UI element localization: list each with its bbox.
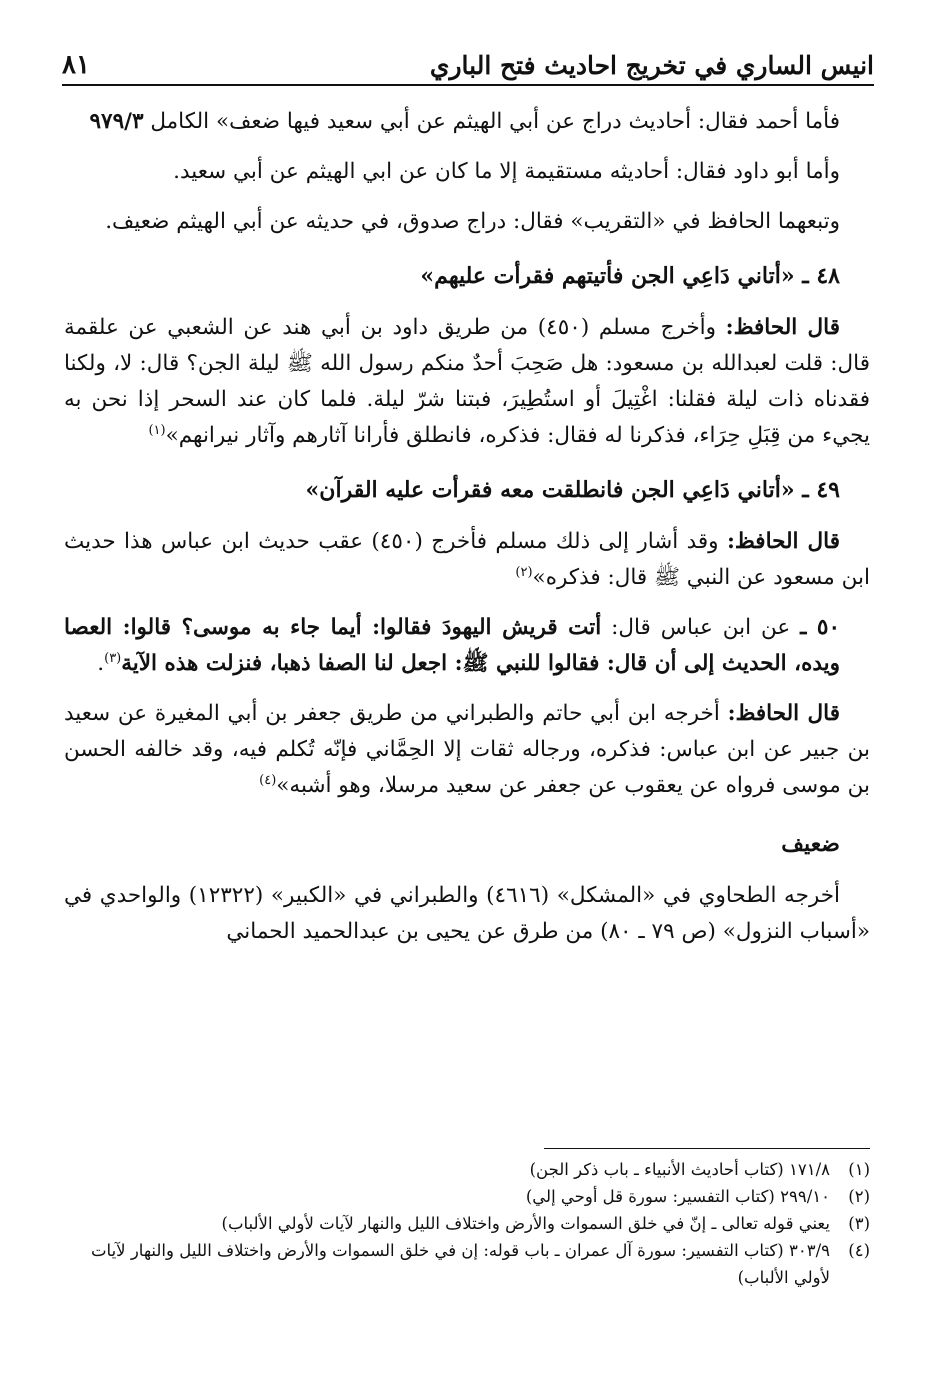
footnote-text: ٢٩٩/١٠ (كتاب التفسير: سورة قل أوحي إلي) bbox=[525, 1187, 830, 1206]
paragraph-ahmad-ref: ٩٧٩/٣ bbox=[89, 109, 144, 134]
hafiz-text-50: أخرجه ابن أبي حاتم والطبراني من طريق جعفر بن أبي المغيرة عن سعيد بن جبير عن ابن عباس: فذكره، ورجاله ثقات إلا الحِمَّاني فإنّه تُكلم فيه، وقد خالفه الحسن بن موسى فرواه عن يعقوب عن جعفر عن سعيد مرسلا، وهو أشبه» bbox=[64, 701, 870, 798]
hadith-heading-49: ٤٩ ـ «أتاني دَاعِي الجن فانطلقت معه فقرأت عليه القرآن» bbox=[305, 477, 840, 503]
grade-heading: ضعيف bbox=[781, 831, 840, 857]
main-text bbox=[64, 104, 870, 964]
footnote-ref-3: (٣) bbox=[104, 650, 122, 666]
hadith-heading-50: ٥٠ ـ عن ابن عباس قال: أتت قريش اليهودَ فقالوا: أيما جاء به موسى؟ قالوا: العصا ويده، الحديث إلى أن قال: فقالوا للنبي ﷺ: اجعل لنا الصفا ذهبا، فنزلت هذه الآية$^{(٣)}$. bbox=[64, 615, 841, 676]
paragraph-taqrib: وتبعهما الحافظ في «التقريب» فقال: دراج صدوق، في حديثه عن أبي الهيثم ضعيف. bbox=[105, 209, 840, 234]
footnote-ref-4: (٤) bbox=[259, 772, 277, 788]
paragraph-abu-dawud: وأما أبو داود فقال: أحاديثه مستقيمة إلا ما كان عن ابي الهيثم عن أبي سعيد. bbox=[173, 159, 840, 184]
hadith-text-50: أتت قريش اليهودَ فقالوا: أيما جاء به موسى؟ قالوا: العصا ويده، الحديث إلى أن قال: فقالوا للنبي ﷺ: اجعل لنا الصفا ذهبا، فنزلت هذه الآية bbox=[64, 615, 840, 676]
footnote-mark: (٤) bbox=[848, 1241, 870, 1260]
hadith-number-50: ٥٠ ـ bbox=[800, 615, 841, 640]
paragraph-hafiz-48 bbox=[64, 310, 870, 454]
hafiz-label-49: قال الحافظ: bbox=[726, 529, 840, 554]
page-number: ٨١ bbox=[62, 50, 90, 80]
paragraph-ahmad-text: فأما أحمد فقال: أحاديث دراج عن أبي الهيثم عن أبي سعيد فيها ضعف» الكامل bbox=[150, 109, 840, 134]
hafiz-text-49: وقد أشار إلى ذلك مسلم فأخرج (٤٥٠) عقب حديث ابن عباس هذا حديث ابن مسعود عن النبي ﷺ قال: فذكره» bbox=[64, 529, 870, 590]
running-title: انيس الساري في تخريج احاديث فتح الباري bbox=[429, 51, 874, 80]
paragraph-takhrij: أخرجه الطحاوي في «المشكل» (٤٦١٦) والطبراني في «الكبير» (١٢٣٢٢) والواحدي في «أسباب النزول» (ص ٧٩ ـ ٨٠) من طرق عن يحيى بن عبدالحميد الحماني bbox=[64, 883, 870, 944]
page-header bbox=[62, 38, 874, 86]
paragraph-ahmad bbox=[64, 104, 870, 140]
footnote-4 bbox=[64, 1237, 870, 1291]
footnote-ref-2: (٢) bbox=[515, 564, 533, 580]
footnote-text: يعني قوله تعالى ـ إنّ في خلق السموات والأرض واختلاف الليل والنهار لآيات لأولي الألباب) bbox=[221, 1214, 830, 1233]
footnote-mark: (١) bbox=[848, 1160, 870, 1179]
footnote-mark: (٢) bbox=[848, 1187, 870, 1206]
hafiz-text-48: وأخرج مسلم (٤٥٠) من طريق داود بن أبي هند عن الشعبي عن علقمة قال: قلت لعبدالله بن مسعود: هل صَحِبَ أحدٌ منكم رسول الله ﷺ ليلة الجن؟ قال: لا، ولكنا فقدناه ذات ليلة فقلنا: اغْتِيلَ أو استُطِيرَ، فبتنا شرّ ليلة. فلما كان عند السحر إذا نحن به يجيء من قِبَلِ حِرَاء، فذكرنا له فقال: فذكره، فانطلق فأرانا آثارهم وآثار نيرانهم» bbox=[64, 315, 870, 448]
paragraph-hafiz-50 bbox=[64, 696, 870, 804]
footnote-mark: (٣) bbox=[848, 1214, 870, 1233]
hafiz-label-48: قال الحافظ: bbox=[725, 315, 840, 340]
footnote-ref-1: (١) bbox=[148, 422, 166, 438]
footnote-divider bbox=[544, 1148, 870, 1149]
hadith-heading-48: ٤٨ ـ «أتاني دَاعِي الجن فأتيتهم فقرأت عليهم» bbox=[420, 263, 840, 289]
footnotes bbox=[64, 1156, 870, 1291]
hadith-lead-50: عن ابن عباس قال: bbox=[611, 615, 791, 640]
hafiz-label-50: قال الحافظ: bbox=[727, 701, 840, 726]
footnote-text: ١٧١/٨ (كتاب أحاديث الأنبياء ـ باب ذكر الجن) bbox=[529, 1160, 830, 1179]
footnote-1 bbox=[64, 1156, 870, 1183]
footnote-2 bbox=[64, 1183, 870, 1210]
footnote-text: ٣٠٣/٩ (كتاب التفسير: سورة آل عمران ـ باب قوله: إن في خلق السموات والأرض واختلاف الليل والنهار لآيات لأولي الألباب) bbox=[91, 1241, 830, 1287]
footnote-3 bbox=[64, 1210, 870, 1237]
paragraph-hafiz-49 bbox=[64, 524, 870, 596]
